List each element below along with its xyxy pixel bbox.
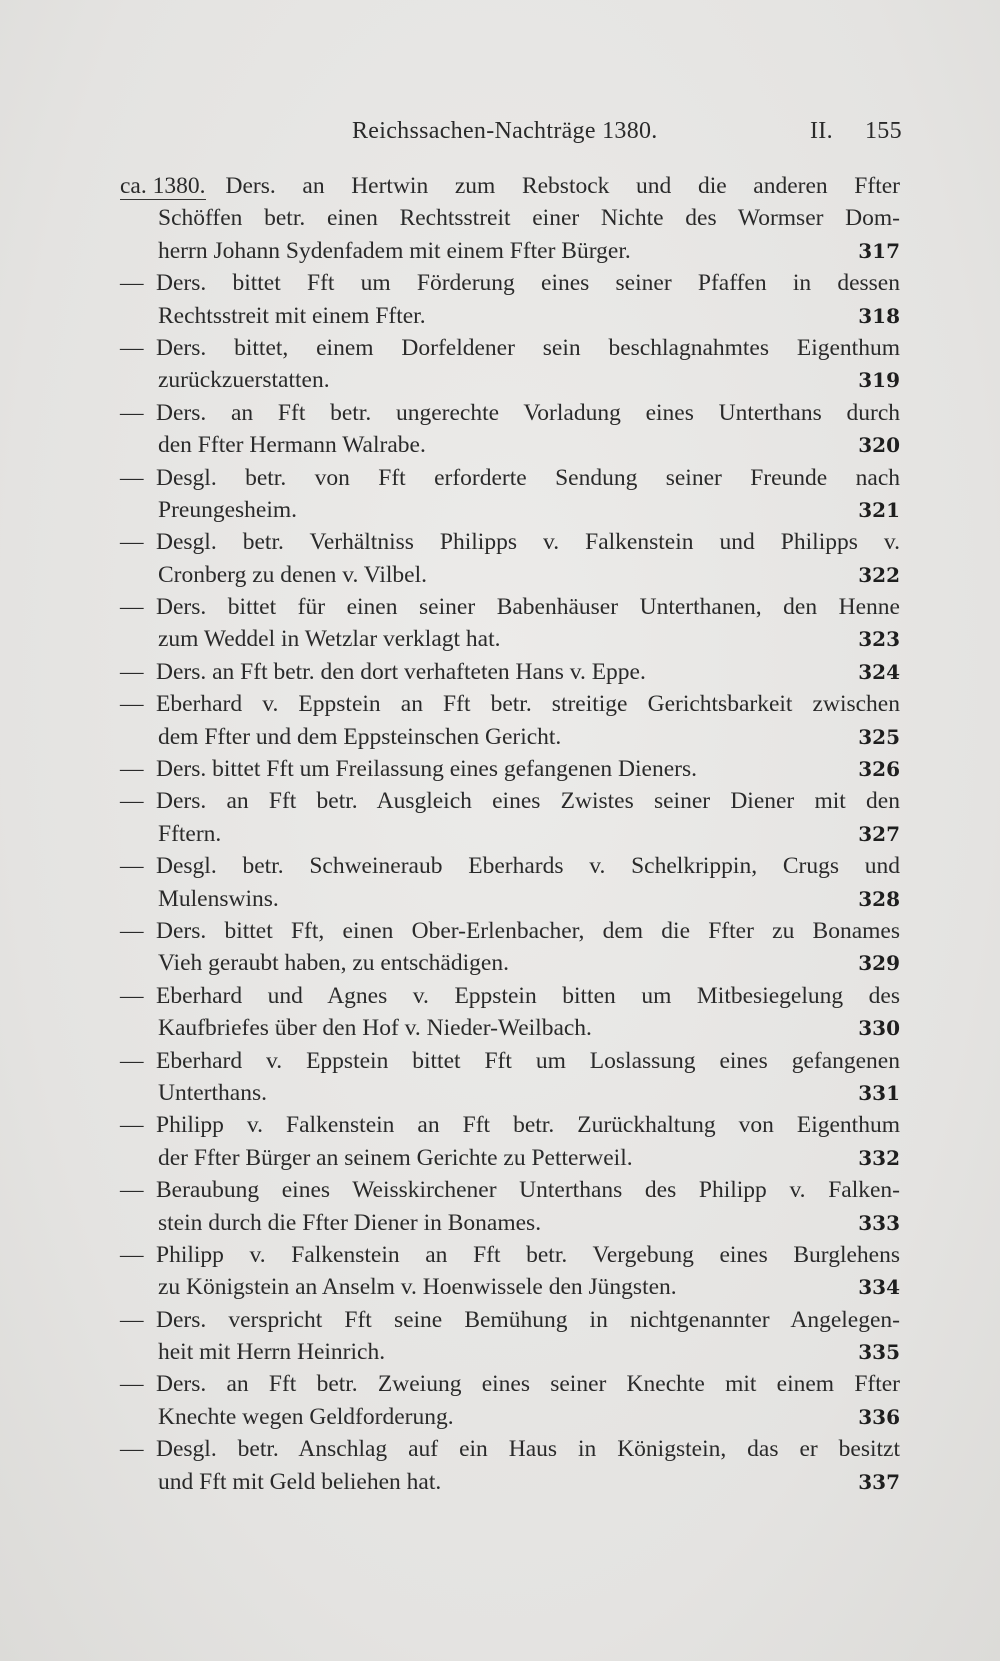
entry-line [120,1368,900,1400]
entry-line: Knechte wegen Geldforderung. [158,1403,454,1430]
entry-line [120,785,900,817]
entry-number: 335 [858,1340,900,1365]
entry-text: Ders. bittet für einen seiner Babenhäuser Unterthanen, den Henne [156,594,900,621]
entry-line [120,915,900,947]
entry-line: Rechtsstreit mit einem Ffter. [158,302,426,329]
entry-line: Vieh geraubt haben, zu entschädigen. [158,950,509,977]
entry-text: Ders. bittet Fft um Förderung eines seiner Pfaffen in dessen [156,270,900,297]
entry-line: stein durch die Ffter Diener in Bonames. [158,1209,542,1236]
entry-number: 318 [858,303,900,328]
entry-line: herrn Johann Sydenfadem mit einem Ffter Bürger. [158,237,631,264]
entry-line [120,462,900,494]
entry-number: 319 [858,368,900,393]
entry-text: Eberhard v. Eppstein an Fft betr. streitige Gerichtsbarkeit zwischen [156,691,900,718]
entry-dash: — [120,1436,144,1463]
entry-text: Ders. an Fft betr. Zweiung eines seiner Knechte mit einem Ffter [156,1371,900,1398]
register-entry [120,688,900,753]
entry-number: 329 [858,951,900,976]
entry-text: Desgl. betr. von Fft erforderte Sendung seiner Freunde nach [156,464,900,491]
entry-number: 328 [858,886,900,911]
entry-line: Cronberg zu denen v. Vilbel. [158,561,427,588]
register-entry [120,785,900,850]
entry-text: Ders. bittet, einem Dorfeldener sein beschlagnahmtes Eigenthum [156,334,900,361]
entry-line [120,656,900,688]
entry-dash: — [120,853,144,880]
entry-text: Desgl. betr. Anschlag auf ein Haus in Königstein, das er besitzt [156,1436,900,1463]
entry-line [120,850,900,882]
entry-text: Ders. verspricht Fft seine Bemühung in nichtgenannter Angelegen- [156,1306,900,1333]
entry-number: 333 [858,1210,900,1235]
entry-number: 320 [858,433,900,458]
entry-text: Beraubung eines Weisskirchener Unterthans des Philipp v. Falken- [156,1177,900,1204]
entry-line [120,1304,900,1336]
entry-dash: — [120,658,144,685]
entry-dash: — [120,334,144,361]
register-entry [120,850,900,915]
entry-dash: — [120,1047,144,1074]
entry-number: 330 [858,1016,900,1041]
entry-dash: — [120,399,144,426]
section-number: II. [810,118,833,144]
register-entry [120,1304,900,1369]
entry-number: 317 [858,238,900,263]
entry-line [120,1045,900,1077]
entry-line [120,688,900,720]
entry-line [120,526,900,558]
entry-line [120,1239,900,1271]
register-entry [120,462,900,527]
entry-text: Ders. an Hertwin zum Rebstock und die anderen Ffter [225,173,900,199]
entry-line: Preungesheim. [158,496,298,523]
register-entry [120,397,900,462]
register-entry [120,915,900,980]
entry-line [120,980,900,1012]
register-entry [120,1174,900,1239]
entry-dash: — [120,594,144,621]
entry-line [120,1433,900,1465]
entry-line: der Ffter Bürger an seinem Gerichte zu Petterweil. [158,1144,633,1171]
entry-line [120,397,900,429]
entry-date: ca. 1380. [120,173,206,199]
entry-dash: — [120,1177,144,1204]
entry-dash: — [120,756,144,783]
entry-dash: — [120,691,144,718]
entry-text: Desgl. betr. Verhältniss Philipps v. Falkenstein und Philipps v. [156,529,900,556]
entry-line: Schöffen betr. einen Rechtsstreit einer Nichte des Wormser Dom- [158,205,900,232]
entry-line: zum Weddel in Wetzlar verklagt hat. [158,626,501,653]
entry-line [120,332,900,364]
entry-line [120,591,900,623]
entry-dash: — [120,529,144,556]
entry-dash: — [120,788,144,815]
register-entry [120,1109,900,1174]
register-entry [120,332,900,397]
entry-number: 324 [858,659,900,684]
entry-text: Ders. an Fft betr. Ausgleich eines Zwistes seiner Diener mit den [156,788,900,815]
entry-number: 325 [858,724,900,749]
entry-line: dem Ffter und dem Eppsteinschen Gericht. [158,723,562,750]
register-entry [120,591,900,656]
register-entry [120,1239,900,1304]
entry-line: und Fft mit Geld beliehen hat. [158,1468,442,1495]
entry-dash: — [120,1112,144,1139]
entry-text: Philipp v. Falkenstein an Fft betr. Vergebung eines Burglehens [156,1241,900,1268]
entry-line: Fftern. [158,820,222,847]
register-entry [120,1368,900,1433]
entry-text: Ders. an Fft betr. ungerechte Vorladung eines Unterthans durch [156,399,900,426]
entry-line: Kaufbriefes über den Hof v. Nieder-Weilbach. [158,1015,592,1042]
entry-number: 331 [858,1080,900,1105]
register-entry [120,1433,900,1498]
entry-number: 334 [858,1275,900,1300]
entry-text: Ders. an Fft betr. den dort verhafteten Hans v. Eppe. [156,658,646,685]
running-title: Reichssachen-Nachträge 1380. [352,118,658,144]
register-entry [120,656,900,688]
entry-line [120,753,900,785]
register-entry [120,753,900,785]
entry-dash: — [120,1241,144,1268]
entry-number: 332 [858,1145,900,1170]
entry-dash: — [120,464,144,491]
entry-number: 326 [858,757,900,782]
entry-line [120,267,900,299]
entry-line: Mulenswins. [158,885,279,912]
entry-dash: — [120,1371,144,1398]
entry-text: Ders. bittet Fft um Freilassung eines gefangenen Dieners. [156,756,698,783]
entry-line: Unterthans. [158,1079,267,1106]
page-number: 155 [865,118,902,144]
entry-dash: — [120,917,144,944]
entry-number: 337 [858,1469,900,1494]
entry-line [120,170,900,202]
entry-text: Philipp v. Falkenstein an Fft betr. Zurückhaltung von Eigenthum [156,1112,900,1139]
entry-text: Ders. bittet Fft, einen Ober-Erlenbacher, dem die Ffter zu Bonames [156,917,900,944]
entry-number: 321 [858,497,900,522]
entry-line [120,1109,900,1141]
entry-line [120,1174,900,1206]
entry-line: den Ffter Hermann Walrabe. [158,432,426,459]
entry-line: heit mit Herrn Heinrich. [158,1339,386,1366]
entry-number: 323 [858,627,900,652]
entry-number: 322 [858,562,900,587]
entry-number: 327 [858,821,900,846]
entry-list [120,170,900,1498]
register-entry [120,980,900,1045]
register-entry [120,170,900,267]
entry-dash: — [120,1306,144,1333]
entry-text: Eberhard v. Eppstein bittet Fft um Loslassung eines gefangenen [156,1047,900,1074]
entry-text: Desgl. betr. Schweineraub Eberhards v. Schelkrippin, Crugs und [156,853,900,880]
register-entry [120,267,900,332]
entry-line: zu Königstein an Anselm v. Hoenwissele den Jüngsten. [158,1274,677,1301]
register-entry [120,1045,900,1110]
running-header [120,118,900,158]
entry-line: zurückzuerstatten. [158,367,330,394]
entry-dash: — [120,270,144,297]
entry-dash: — [120,982,144,1009]
entry-text: Eberhard und Agnes v. Eppstein bitten um Mitbesiegelung des [156,982,900,1009]
entry-number: 336 [858,1404,900,1429]
register-entry [120,526,900,591]
